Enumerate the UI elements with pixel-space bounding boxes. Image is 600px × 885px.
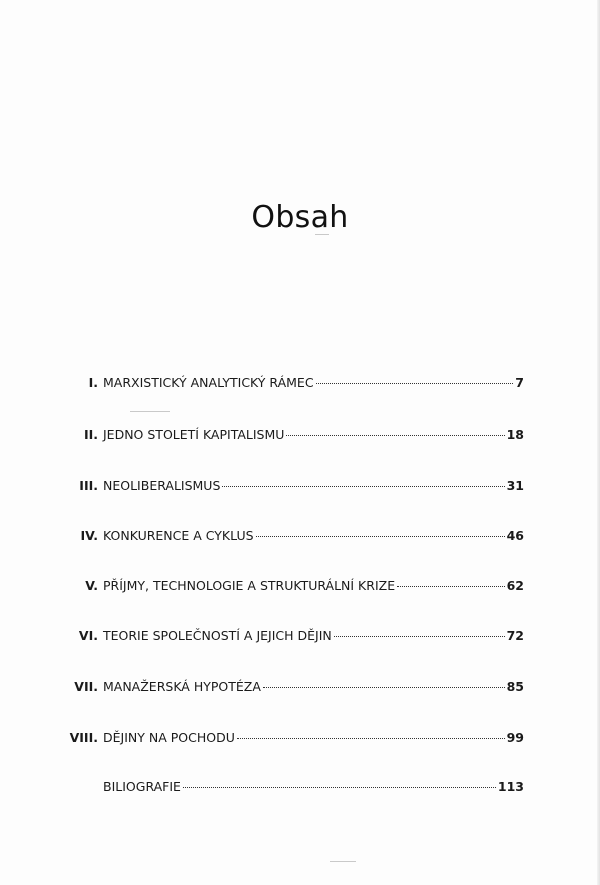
toc-entry[interactable] — [0, 476, 600, 496]
toc-entry[interactable] — [0, 526, 600, 546]
chapter-number: VII. — [74, 679, 98, 694]
chapter-title: KONKURENCE A CYKLUS — [103, 528, 254, 543]
chapter-title: NEOLIBERALISMUS — [103, 478, 221, 493]
toc-entry[interactable] — [0, 425, 600, 445]
page-number: 72 — [506, 628, 524, 643]
dot-leader — [183, 787, 496, 788]
dot-leader — [222, 486, 504, 487]
page-number: 31 — [506, 478, 524, 493]
toc-entry[interactable] — [0, 728, 600, 748]
toc-entry[interactable] — [0, 373, 600, 393]
scan-mark — [130, 411, 170, 412]
scan-mark — [330, 861, 356, 862]
chapter-number: III. — [79, 478, 98, 493]
dot-leader — [334, 636, 505, 637]
toc-entry[interactable] — [0, 626, 600, 646]
chapter-number: VIII. — [69, 730, 98, 745]
chapter-title: JEDNO STOLETÍ KAPITALISMU — [103, 427, 285, 442]
chapter-title: PŘÍJMY, TECHNOLOGIE A STRUKTURÁLNÍ KRIZE — [103, 578, 396, 593]
dot-leader — [286, 435, 504, 436]
dot-leader — [263, 687, 505, 688]
chapter-number: II. — [83, 427, 98, 442]
dot-leader — [397, 586, 505, 587]
toc-entry-bibliography[interactable] — [0, 777, 600, 797]
chapter-title: MANAŽERSKÁ HYPOTÉZA — [103, 679, 261, 694]
page-number: 7 — [515, 375, 524, 390]
page-number: 62 — [506, 578, 524, 593]
dot-leader — [256, 536, 505, 537]
page-number: 18 — [506, 427, 524, 442]
dot-leader — [237, 738, 505, 739]
chapter-title: DĚJINY NA POCHODU — [103, 730, 235, 745]
toc-entry[interactable] — [0, 677, 600, 697]
chapter-number: VI. — [78, 628, 98, 643]
chapter-number: V. — [85, 578, 98, 593]
page-number: 113 — [497, 779, 524, 794]
toc-entry[interactable] — [0, 576, 600, 596]
chapter-title: MARXISTICKÝ ANALYTICKÝ RÁMEC — [103, 375, 314, 390]
chapter-number: IV. — [80, 528, 98, 543]
page-number: 99 — [506, 730, 524, 745]
page-number: 85 — [506, 679, 524, 694]
page-number: 46 — [506, 528, 524, 543]
chapter-title: TEORIE SPOLEČNOSTÍ A JEJICH DĚJIN — [103, 628, 332, 643]
page-title: Obsah — [251, 200, 349, 236]
dot-leader — [316, 383, 514, 384]
chapter-title: BILIOGRAFIE — [103, 779, 181, 794]
chapter-number: I. — [88, 375, 98, 390]
